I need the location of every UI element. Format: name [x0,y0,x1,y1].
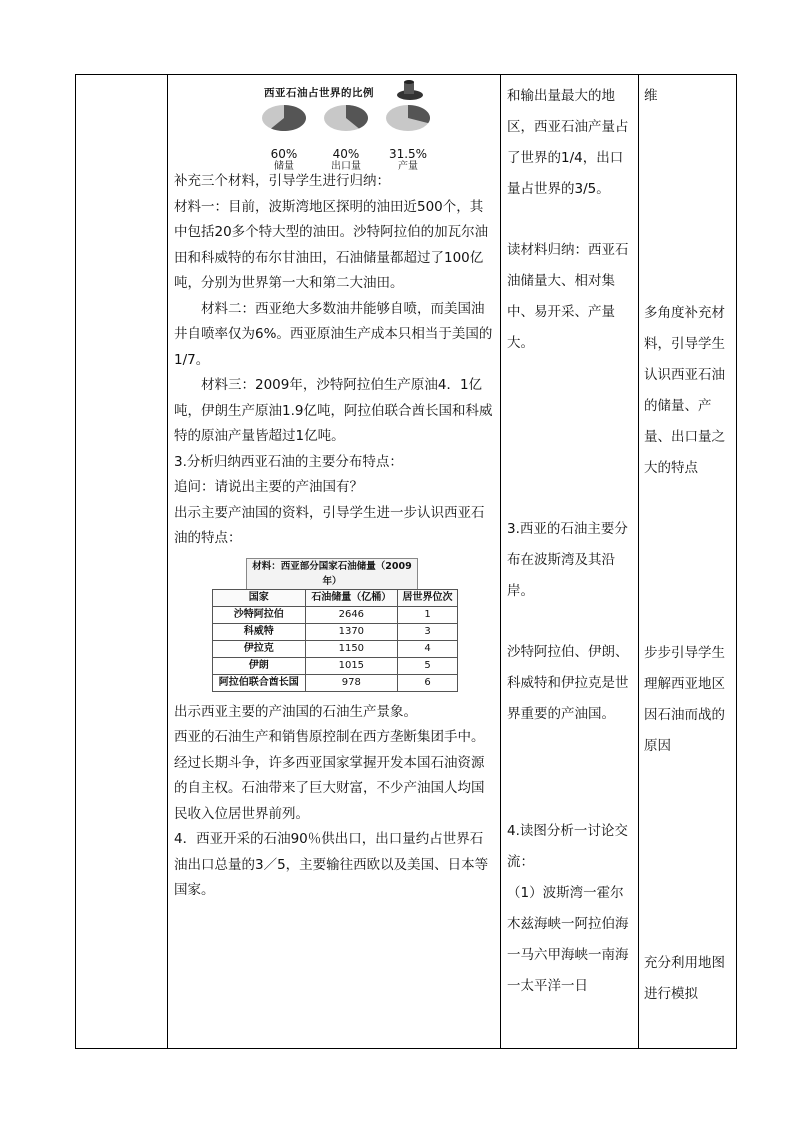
header-reserve: 石油储量（亿桶） [305,589,398,606]
history-text: 西亚的石油生产和销售原控制在西方垄断集团手中。经过长期斗争，许多西亚国家掌握开发本国石油资源的自主权。石油带来了巨大财富，不少产油国人均国民收入位居世界前列。 [174,729,485,822]
pie-value-label: 31.5% [388,146,428,161]
material-three: 材料三：2009年，沙特阿拉伯生产原油4．1亿吨，伊朗生产原油1.9亿吨，阿拉伯联合酋长国和科威特的原油产量皆超过1亿吨。 [174,377,493,444]
country-cell: 阿拉伯联合酋长国 [213,674,306,691]
intent-text-4: 充分利用地图进行模拟 [644,955,725,1002]
column-student-activity [501,75,639,1049]
header-rank: 居世界位次 [398,589,458,606]
student-text-2: 读材料归纳：西亚石油储量大、相对集中、易开采、产量大。 [507,242,629,351]
rank-cell: 1 [398,606,458,623]
rank-cell: 3 [398,623,458,640]
header-country: 国家 [213,589,306,606]
pie-graphic [254,103,314,133]
pie-graphic [378,103,438,133]
pie-chart [254,103,314,173]
reserve-table-title: 材料：西亚部分国家石油储量（2009年） [246,558,418,589]
item-four: 4．西亚开采的石油90％供出口，出口量约占世界石油出口总量的3／5，主要输往西欧以及美国、日本等国家。 [174,831,489,898]
reserve-cell: 978 [305,674,398,691]
oil-reserve-figure [212,558,458,692]
student-text-1: 和输出量最大的地区，西亚石油产量占了世界的1/4，出口量占世界的3/5。 [507,88,629,197]
column-design-intent [639,75,737,1049]
country-cell: 科威特 [213,623,306,640]
student-text-5: 4.读图分析一讨论交流： [507,823,628,870]
reserve-cell: 1015 [305,657,398,674]
intent-text-3: 步步引导学生理解西亚地区因石油而战的原因 [644,645,725,754]
material-one: 材料一：目前，波斯湾地区探明的油田近500个，其中包括20多个特大型的油田。沙特阿拉伯的加瓦尔油田和科威特的布尔甘油田，石油储量都超过了100亿吨，分别为世界第一大和第二大油田。 [174,198,489,291]
table-row [213,657,458,674]
reserve-cell: 1150 [305,640,398,657]
country-cell: 沙特阿拉伯 [213,606,306,623]
figure-title: 西亚石油占世界的比例 [264,87,374,99]
pie-graphic [316,103,376,133]
show-scenes-text: 出示西亚主要的产油国的石油生产景象。 [174,703,417,720]
item-three: 3.分析归纳西亚石油的主要分布特点： [174,453,403,470]
table-row [213,640,458,657]
pie-chart [378,103,438,173]
reserve-table-header [213,589,458,606]
show-data-text: 出示主要产油国的资料，引导学生进一步认识西亚石油的特点： [174,504,485,546]
column-teacher-activity [168,75,501,1049]
pie-chart [316,103,376,173]
intent-text-2: 多角度补充材料，引导学生认识西亚石油的储量、产量、出口量之大的特点 [644,305,725,476]
table-row [213,623,458,640]
table-row [213,674,458,691]
column-stage [76,75,168,1049]
follow-up-question: 追问：请说出主要的产油国有？ [174,479,363,495]
intent-text-1: 维 [644,88,658,104]
material-two: 材料二：西亚绝大多数油井能够自喷，而美国油井自喷率仅为6%。西亚原油生产成本只相当于美国的1/7。 [174,300,493,368]
pie-value-label: 60% [270,146,298,161]
reserve-cell: 2646 [305,606,398,623]
rank-cell: 6 [398,674,458,691]
lesson-plan-table [75,74,737,1049]
student-text-6: （1）波斯湾一霍尔木兹海峡一阿拉伯海一马六甲海峡一南海一太平洋一日 [507,885,629,994]
intro-text: 补充三个材料，引导学生进行归纳： [174,173,390,189]
rank-cell: 4 [398,640,458,657]
student-text-4: 沙特阿拉伯、伊朗、科威特和伊拉克是世界重要的产油国。 [507,644,629,722]
pie-category-label: 出口量 [331,160,361,172]
country-cell: 伊拉克 [213,640,306,657]
rank-cell: 5 [398,657,458,674]
reserve-cell: 1370 [305,623,398,640]
reserve-table [212,589,458,692]
oil-barrel-icon [396,79,426,103]
table-row [213,606,458,623]
oil-share-figure [174,79,496,172]
student-text-3: 3.西亚的石油主要分布在波斯湾及其沿岸。 [507,521,628,599]
country-cell: 伊朗 [213,657,306,674]
pie-value-label: 40% [332,146,360,161]
pie-category-label: 储量 [274,160,294,172]
pie-category-label: 产量 [398,160,418,172]
